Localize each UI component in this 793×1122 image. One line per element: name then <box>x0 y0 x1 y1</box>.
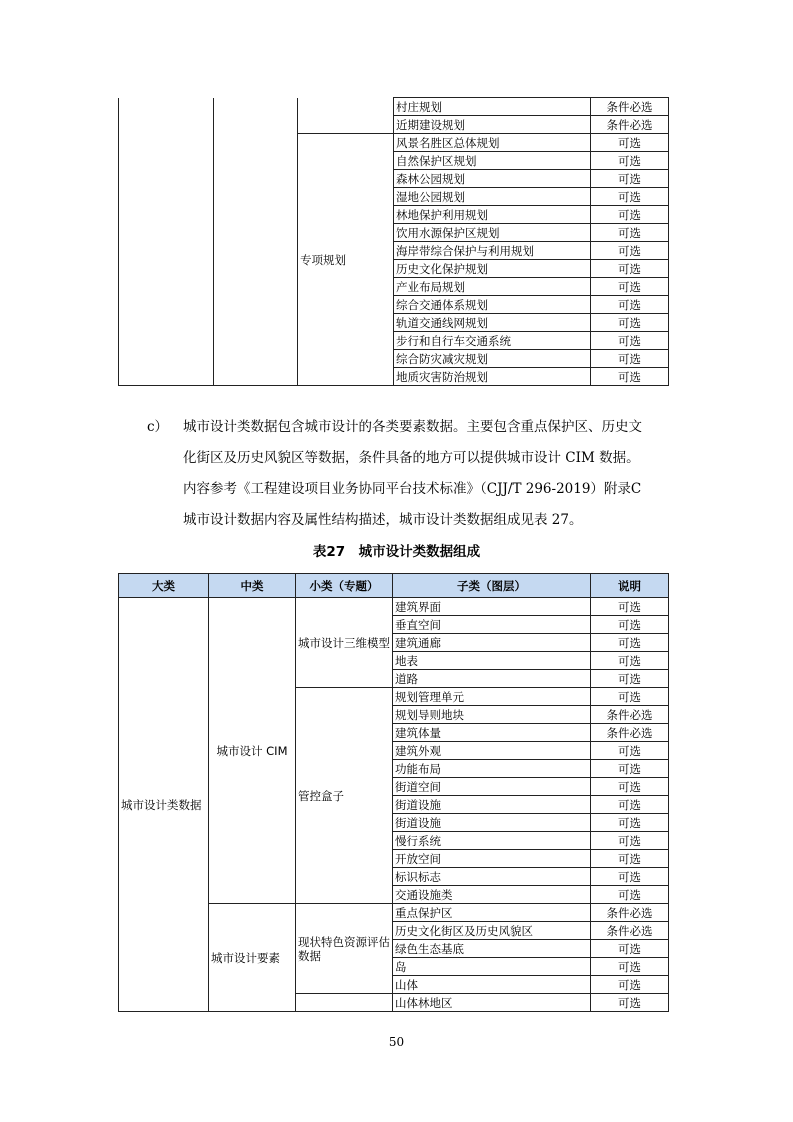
table-row <box>119 98 669 116</box>
note-cell: 可选 <box>591 796 669 814</box>
note-cell: 可选 <box>591 940 669 958</box>
subcategory-cell: 饮用水源保护区规划 <box>394 224 591 242</box>
note-cell: 可选 <box>591 814 669 832</box>
note-cell: 可选 <box>591 134 669 152</box>
small-category-cell: 专项规划 <box>298 134 394 386</box>
note-cell: 可选 <box>591 188 669 206</box>
subcategory-cell: 重点保护区 <box>393 904 591 922</box>
note-cell: 可选 <box>591 616 669 634</box>
subcategory-cell: 历史文化街区及历史风貌区 <box>393 922 591 940</box>
header-note: 说明 <box>591 574 669 598</box>
subcategory-cell: 产业布局规划 <box>394 278 591 296</box>
note-cell: 条件必选 <box>591 904 669 922</box>
subcategory-cell: 垂直空间 <box>393 616 591 634</box>
header-sub: 子类（图层） <box>393 574 591 598</box>
subcategory-cell: 综合防灾减灾规划 <box>394 350 591 368</box>
note-cell: 可选 <box>591 652 669 670</box>
subcategory-cell: 规划导则地块 <box>393 706 591 724</box>
subcategory-cell: 街道设施 <box>393 814 591 832</box>
note-cell: 可选 <box>591 260 669 278</box>
paragraph-text: 城市设计类数据包含城市设计的各类要素数据。主要包含重点保护区、历史文化街区及历史风貌区等数据，条件具备的地方可以提供城市设计 CIM 数据。内容参考《工程建设项目业务协同平台技术标准》（CJJ/T 296-2019）附录C 城市设计数据内容及属性结构描述，城市设计类数据组成见表 27。 <box>183 419 642 528</box>
note-cell: 可选 <box>591 688 669 706</box>
subcategory-cell: 海岸带综合保护与利用规划 <box>394 242 591 260</box>
table-caption: 表27 城市设计类数据组成 <box>312 544 481 560</box>
subcategory-cell: 山体 <box>393 976 591 994</box>
list-label: c） <box>147 419 169 435</box>
subcategory-cell: 交通设施类 <box>393 886 591 904</box>
medium-cell: 城市设计 CIM <box>209 598 296 904</box>
subcategory-cell: 慢行系统 <box>393 832 591 850</box>
note-cell: 可选 <box>591 152 669 170</box>
small-category-cell <box>296 994 393 1012</box>
subcategory-cell: 山体林地区 <box>393 994 591 1012</box>
note-cell: 可选 <box>591 850 669 868</box>
note-cell: 可选 <box>591 350 669 368</box>
table-header-row <box>119 574 669 598</box>
table-27 <box>118 573 669 1012</box>
note-cell: 可选 <box>591 598 669 616</box>
subcategory-cell: 街道设施 <box>393 796 591 814</box>
subcategory-cell: 森林公园规划 <box>394 170 591 188</box>
medium-cell: 城市设计要素 <box>209 904 296 1012</box>
major-cell <box>119 98 214 386</box>
subcategory-cell: 村庄规划 <box>394 98 591 116</box>
note-cell: 条件必选 <box>591 98 669 116</box>
subcategory-cell: 地表 <box>393 652 591 670</box>
small-category-cell: 管控盒子 <box>296 688 393 904</box>
subcategory-cell: 建筑通廊 <box>393 634 591 652</box>
subcategory-cell: 开放空间 <box>393 850 591 868</box>
subcategory-cell: 步行和自行车交通系统 <box>394 332 591 350</box>
note-cell: 可选 <box>591 224 669 242</box>
header-major: 大类 <box>119 574 209 598</box>
subcategory-cell: 功能布局 <box>393 760 591 778</box>
subcategory-cell: 地质灾害防治规划 <box>394 368 591 386</box>
subcategory-cell: 综合交通体系规划 <box>394 296 591 314</box>
subcategory-cell: 建筑界面 <box>393 598 591 616</box>
subcategory-cell: 历史文化保护规划 <box>394 260 591 278</box>
major-cell: 城市设计类数据 <box>119 598 209 1012</box>
header-medium: 中类 <box>209 574 296 598</box>
note-cell: 可选 <box>591 314 669 332</box>
small-category-cell: 城市设计三维模型 <box>296 598 393 688</box>
note-cell: 可选 <box>591 994 669 1012</box>
note-cell: 可选 <box>591 634 669 652</box>
note-cell: 可选 <box>591 976 669 994</box>
subcategory-cell: 道路 <box>393 670 591 688</box>
header-small: 小类（专题） <box>296 574 393 598</box>
note-cell: 可选 <box>591 296 669 314</box>
subcategory-cell: 规划管理单元 <box>393 688 591 706</box>
subcategory-cell: 绿色生态基底 <box>393 940 591 958</box>
table-row <box>119 598 669 616</box>
note-cell: 条件必选 <box>591 706 669 724</box>
subcategory-cell: 湿地公园规划 <box>394 188 591 206</box>
small-category-cell: 现状特色资源评估数据 <box>296 904 393 994</box>
note-cell: 可选 <box>591 332 669 350</box>
note-cell: 条件必选 <box>591 922 669 940</box>
note-cell: 可选 <box>591 742 669 760</box>
medium-cell <box>214 98 298 386</box>
planning-table-continued <box>118 97 669 386</box>
note-cell: 可选 <box>591 368 669 386</box>
subcategory-cell: 自然保护区规划 <box>394 152 591 170</box>
subcategory-cell: 近期建设规划 <box>394 116 591 134</box>
subcategory-cell: 建筑体量 <box>393 724 591 742</box>
page-number: 50 <box>388 1035 405 1049</box>
subcategory-cell: 风景名胜区总体规划 <box>394 134 591 152</box>
note-cell: 可选 <box>591 206 669 224</box>
note-cell: 条件必选 <box>591 116 669 134</box>
subcategory-cell: 轨道交通线网规划 <box>394 314 591 332</box>
subcategory-cell: 街道空间 <box>393 778 591 796</box>
note-cell: 条件必选 <box>591 724 669 742</box>
note-cell: 可选 <box>591 170 669 188</box>
note-cell: 可选 <box>591 958 669 976</box>
note-cell: 可选 <box>591 868 669 886</box>
subcategory-cell: 林地保护利用规划 <box>394 206 591 224</box>
subcategory-cell: 建筑外观 <box>393 742 591 760</box>
note-cell: 可选 <box>591 832 669 850</box>
note-cell: 可选 <box>591 242 669 260</box>
subcategory-cell: 标识标志 <box>393 868 591 886</box>
note-cell: 可选 <box>591 778 669 796</box>
subcategory-cell: 岛 <box>393 958 591 976</box>
note-cell: 可选 <box>591 670 669 688</box>
small-cell <box>298 98 394 134</box>
note-cell: 可选 <box>591 886 669 904</box>
note-cell: 可选 <box>591 760 669 778</box>
note-cell: 可选 <box>591 278 669 296</box>
